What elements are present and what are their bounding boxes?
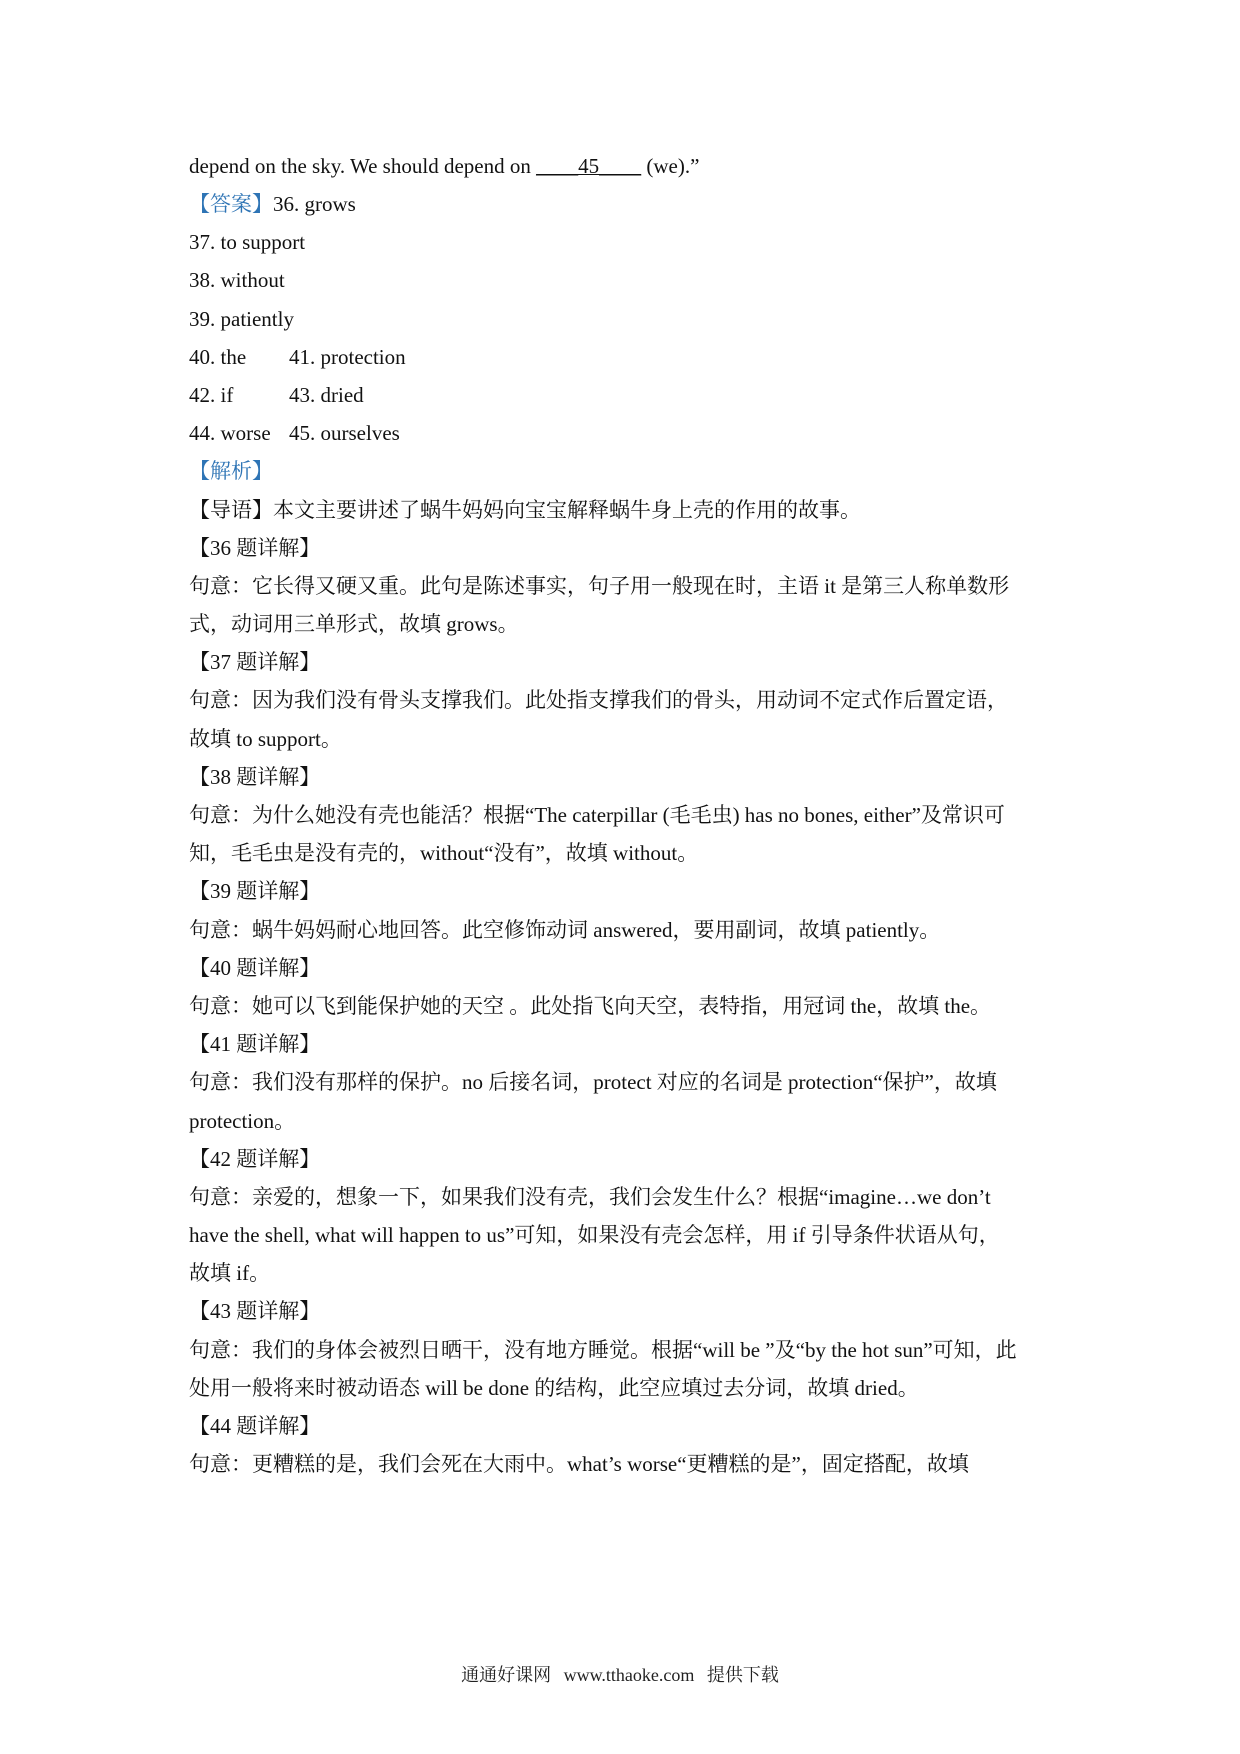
explanation-heading: 【44 题详解】 [189, 1414, 321, 1438]
guide-line: 【导语】本文主要讲述了蜗牛妈妈向宝宝解释蜗牛身上壳的作用的故事。 [189, 497, 861, 522]
page-content [189, 147, 1069, 1483]
passage-fragment [189, 147, 1069, 185]
answers-section [189, 185, 1069, 452]
explanation-text-line: 句意：她可以飞到能保护她的天空 。此处指飞向天空，表特指，用冠词 the，故填 the。 [189, 993, 992, 1018]
explanation-text-line: 句意：我们的身体会被烈日晒干，没有地方睡觉。根据“will be ”及“by the hot sun”可知，此 [189, 1337, 1017, 1362]
explanation-heading: 【39 题详解】 [189, 879, 321, 904]
answer-item: 43. dried [289, 382, 364, 407]
passage-text-after: (we).” [641, 154, 700, 178]
answer-row [189, 300, 1069, 338]
answer-item: 38. without [189, 268, 285, 293]
explanation-text-line: 句意：为什么她没有壳也能活？根据“The caterpillar (毛毛虫) has no bones, either”及常识可 [189, 803, 1005, 827]
explanation-text-line: 知，毛毛虫是没有壳的，without“没有”，故填 without。 [189, 841, 699, 866]
answer-row [189, 261, 1069, 299]
answer-item: 39. patiently [189, 306, 294, 331]
explanation-heading: 【42 题详解】 [189, 1146, 321, 1171]
answer-item: 45. ourselves [289, 421, 400, 446]
page-footer [0, 1661, 1240, 1687]
analysis-tag: 【解析】 [189, 459, 273, 484]
explanation-heading: 【43 题详解】 [189, 1299, 321, 1324]
explanation-text-line: protection。 [189, 1108, 296, 1133]
explanation-heading: 【36 题详解】 [189, 535, 321, 560]
explanations-section [189, 529, 1069, 1484]
explanation-heading: 【40 题详解】 [189, 955, 321, 980]
explanation-text-line: 句意：因为我们没有骨头支撑我们。此处指支撑我们的骨头，用动词不定式作后置定语， [189, 688, 1008, 713]
explanation-text-line: 故填 if。 [189, 1261, 271, 1286]
explanation-text-line: 句意：更糟糕的是，我们会死在大雨中。what’s worse“更糟糕的是”，固定搭配，故填 [189, 1452, 969, 1477]
answer-row [189, 414, 1069, 452]
answer-item: 36. grows [273, 192, 356, 216]
answer-row [189, 223, 1069, 261]
answer-row [189, 376, 1069, 414]
explanation-text-line: 处用一般将来时被动语态 will be done 的结构，此空应填过去分词，故填 dried。 [189, 1375, 919, 1400]
explanation-text-line: 句意：它长得又硬又重。此句是陈述事实，句子用一般现在时，主语 it 是第三人称单数形 [189, 573, 1010, 598]
explanation-text-line: 句意：蜗牛妈妈耐心地回答。此空修饰动词 answered，要用副词，故填 patiently。 [189, 917, 941, 942]
answer-tag: 【答案】 [189, 192, 273, 216]
explanation-text-line: 句意：亲爱的，想象一下，如果我们没有壳，我们会发生什么？根据“imagine…we don’t [189, 1184, 991, 1209]
answer-item: 41. protection [289, 344, 406, 369]
answer-row [189, 338, 1069, 376]
footer-site-name: 通通好课网 [461, 1665, 552, 1685]
footer-note: 提供下载 [706, 1665, 779, 1685]
explanation-heading: 【37 题详解】 [189, 650, 321, 675]
answer-item: 40. the [189, 344, 247, 369]
explanation-text-line: have the shell, what will happen to us”可知，如果没有壳会怎样，用 if 引导条件状语从句， [189, 1223, 1000, 1248]
explanation-text-line: 句意：我们没有那样的保护。no 后接名词，protect 对应的名词是 protection“保护”，故填 [189, 1070, 997, 1095]
footer-url: www.tthaoke.com [563, 1665, 695, 1685]
answer-row [189, 185, 1069, 223]
explanation-text-line: 式，动词用三单形式，故填 grows。 [189, 612, 519, 637]
explanation-text-line: 故填 to support。 [189, 726, 342, 751]
explanation-heading: 【41 题详解】 [189, 1032, 321, 1057]
answer-item: 44. worse [189, 421, 271, 446]
answer-item: 37. to support [189, 230, 306, 255]
blank-45: ____45____ [536, 154, 642, 178]
answer-item: 42. if [189, 382, 234, 407]
explanation-heading: 【38 题详解】 [189, 764, 321, 789]
passage-text-before: depend on the sky. We should depend on [189, 154, 537, 178]
